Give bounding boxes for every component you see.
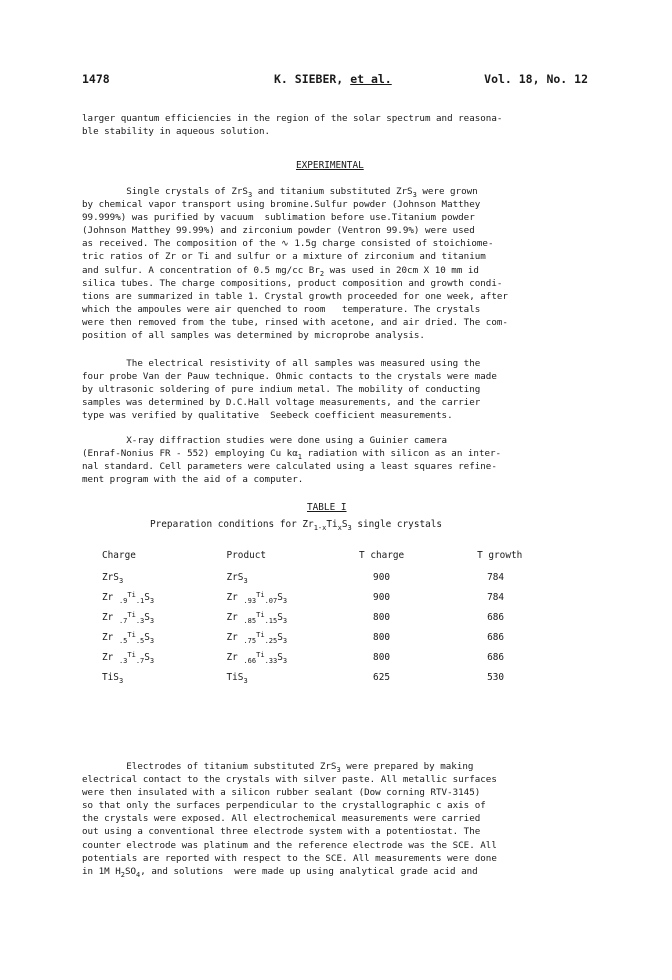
cell-charge: Zr $_{.3}^{Ti}_{.7}S_3$	[102, 651, 155, 665]
cell-t-charge: 900	[373, 592, 390, 603]
running-authors: K. SIEBER, et al.	[274, 72, 392, 86]
experimental-paragraph-2: The electrical resistivity of all samples was measured using the four probe Van der Pauw technique. Ohmic contacts to the crystals were made by ultrasonic soldering of pure indium metal. The mobility of conducting samples was determined by D.C.Hall voltage measurements, and the carrier type was verified by qualitative Seebeck coefficient measurements.	[82, 358, 497, 422]
section-heading-experimental: EXPERIMENTAL	[296, 160, 364, 171]
table-row	[102, 652, 562, 672]
cell-product: Zr $_{.85}^{Ti}_{.15}S_3$	[226, 611, 288, 625]
running-header	[82, 72, 588, 88]
table-row	[102, 632, 562, 652]
cell-charge: Zr $_{.7}^{Ti}_{.3}S_3$	[102, 611, 155, 625]
table-row	[102, 572, 562, 592]
cell-t-charge: 800	[373, 612, 390, 623]
experimental-paragraph-3: X-ray diffraction studies were done using a Guinier camera (Enraf-Nonius FR - 552) employing Cu $k\alpha_1$ radiation with silicon as an inter- nal standard. Cell parameters were calculated using a least squares refine- ment program with the aid of a computer.	[82, 435, 502, 486]
cell-charge: TiS$_3$	[102, 672, 124, 685]
col-header-product: Product	[226, 550, 267, 561]
col-header-charge: Charge	[102, 550, 136, 561]
table-header-row	[102, 550, 562, 572]
cell-t-growth: 784	[487, 572, 505, 583]
journal-volume: Vol. 18, No. 12	[484, 72, 588, 86]
page-number: 1478	[82, 72, 110, 86]
cell-t-growth: 530	[487, 672, 505, 683]
cell-product: ZrS$_3$	[226, 572, 248, 585]
cell-t-growth: 784	[487, 592, 505, 603]
preparation-table	[102, 550, 562, 692]
intro-paragraph: larger quantum efficiencies in the region of the solar spectrum and reasona- ble stability in aqueous solution.	[82, 113, 503, 138]
cell-product: Zr $_{.93}^{Ti}_{.07}S_3$	[226, 591, 288, 605]
electrodes-paragraph: Electrodes of titanium substituted ZrS$_3$ were prepared by making electrical contact to the crystals with silver paste. All metallic surfaces were then insulated with a silicon rubber sealant (Dow corning RTV-3145) so that only the surfaces perpendicular to the crystallographic c axis of the crystals were exposed. All electrochemical measurements were carried out using a conventional three electrode system with a potentiostat. The counter electrode was platinum and the reference electrode was the SCE. All potentials are reported with respect to the SCE. All measurements were done in 1M $H_2SO_4$, and solutions were made up using analytical grade acid and	[82, 761, 497, 879]
cell-t-charge: 625	[373, 672, 390, 683]
table-row	[102, 612, 562, 632]
cell-product: Zr $_{.66}^{Ti}_{.33}S_3$	[226, 651, 288, 665]
col-header-t-charge: T charge	[359, 550, 405, 561]
cell-t-charge: 800	[373, 632, 390, 643]
cell-t-growth: 686	[487, 652, 505, 663]
cell-product: Zr $_{.75}^{Ti}_{.25}S_3$	[226, 631, 288, 645]
experimental-paragraph-1: Single crystals of ZrS$_3$ and titanium substituted ZrS$_3$ were grown by chemical vapor transport using bromine.Sulfur powder (Johnson Matthey 99.999%) was purified by vacuum sublimation before use.Titanium powder (Johnson Matthey 99.99%) and zirconium powder (Ventron 99.9%) were used as received. The composition of the ∿ 1.5g charge consisted of stoichiome- tric ratios of Zr or Ti and sulfur or a mixture of zirconium and titanium and sulfur. A concentration of 0.5 mg/cc $Br_2$ was used in 20cm X 10 mm id silica tubes. The charge compositions, product composition and growth condi- tions are summarized in table 1. Crystal growth proceeded for one week, after which the ampoules were air quenched to room temperature. The crystals were then removed from the tube, rinsed with acetone, and air dried. The com- position of all samples was determined by microprobe analysis.	[82, 186, 508, 342]
table-caption: Preparation conditions for $Zr_{1-x}Ti_xS_3$ single crystals	[150, 519, 443, 532]
col-header-t-growth: T growth	[477, 550, 523, 561]
cell-product: TiS$_3$	[226, 672, 248, 685]
cell-t-charge: 900	[373, 572, 390, 583]
cell-t-charge: 800	[373, 652, 390, 663]
table-label: TABLE I	[307, 502, 347, 513]
cell-charge: ZrS$_3$	[102, 572, 124, 585]
table-row	[102, 672, 562, 692]
cell-charge: Zr $_{.5}^{Ti}_{.5}S_3$	[102, 631, 155, 645]
cell-charge: Zr $_{.9}^{Ti}_{.1}S_3$	[102, 591, 155, 605]
cell-t-growth: 686	[487, 632, 505, 643]
cell-t-growth: 686	[487, 612, 505, 623]
table-row	[102, 592, 562, 612]
